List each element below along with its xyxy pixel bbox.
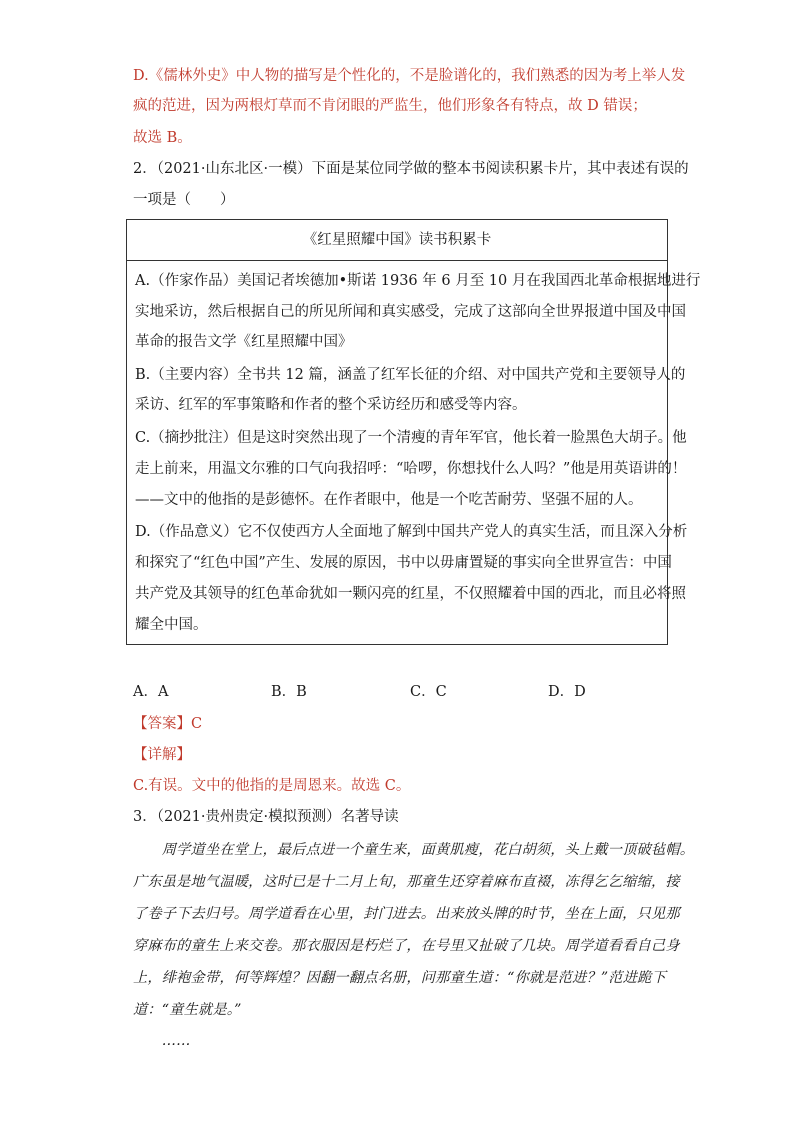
reading-card-title: 《红星照耀中国》读书积累卡	[302, 232, 492, 248]
passage-line: 周学道坐在堂上，最后点进一个童生来，面黄肌瘦，花白胡须，头上戴一顶破毡帽。	[133, 842, 695, 858]
question-3-stem: 3．（2021·贵州贵定·模拟预测）名著导读	[133, 809, 399, 825]
card-line: 共产党及其领导的红色革命犹如一颗闪亮的红星，不仅照耀着中国的西北，而且必将照	[135, 586, 686, 602]
card-line: 实地采访，然后根据自己的所见所闻和真实感受，完成了这部向全世界报道中国及中国	[135, 304, 686, 320]
question-2-stem-line-1: 2．（2021·山东北区·一模）下面是某位同学做的整本书阅读积累卡片，其中表述有误的	[133, 161, 689, 177]
card-line: D.（作品意义）它不仅使西方人全面地了解到中国共产党人的真实生活，而且深入分析	[135, 524, 688, 540]
reading-card-header	[127, 220, 667, 261]
detail-label: 【详解】	[133, 747, 191, 763]
card-line: A.（作家作品）美国记者埃德加•斯诺 1936 年 6 月至 10 月在我国西北革命根据地进行	[135, 273, 701, 289]
card-line: ——文中的他指的是彭德怀。在作者眼中，他是一个吃苦耐劳、坚强不屈的人。	[135, 492, 643, 508]
card-line: 耀全中国。	[135, 617, 208, 633]
card-line: B.（主要内容）全书共 12 篇，涵盖了红军长征的介绍、对中国共产党和主要领导人的	[135, 367, 686, 383]
passage-ellipsis: ……	[133, 1033, 191, 1049]
prev-answer-line-2: 疯的范进，因为两根灯草而不肯闭眼的严监生，他们形象各有特点，故 D 错误；	[133, 98, 647, 114]
passage-line: 上，绯袍金带，何等辉煌？因翻一翻点名册，问那童生道：“你就是范进？”范进跪下	[133, 970, 666, 986]
passage-line: 了卷子下去归号。周学道看在心里，封门进去。出来放头牌的时节，坐在上面，只见那	[133, 906, 680, 922]
passage-line: 穿麻布的童生上来交卷。那衣服因是朽烂了，在号里又扯破了几块。周学道看看自己身	[133, 938, 680, 954]
option-a: A．A	[133, 684, 169, 700]
answer-label: 【答案】C	[133, 716, 203, 732]
detail-text: C.有误。文中的他指的是周恩来。故选 C。	[133, 778, 411, 794]
card-line: 和探究了“红色中国”产生、发展的原因，书中以毋庸置疑的事实向全世界宣告：中国	[135, 555, 672, 571]
card-line: 革命的报告文学《红星照耀中国》	[135, 334, 353, 350]
question-2-stem-line-2: 一项是（ ）	[133, 192, 235, 208]
card-line: 采访、红军的军事策略和作者的整个采访经历和感受等内容。	[135, 397, 527, 413]
passage-line: 道：“童生就是。”	[133, 1002, 242, 1018]
card-line: C.（摘抄批注）但是这时突然出现了一个清瘦的青年军官，他长着一脸黑色大胡子。他	[135, 430, 687, 446]
option-d: D．D	[548, 684, 586, 700]
prev-answer-line-3: 故选 B。	[133, 130, 192, 146]
option-c: C．C	[410, 684, 447, 700]
prev-answer-line-1: D.《儒林外史》中人物的描写是个性化的，不是脸谱化的，我们熟悉的因为考上举人发	[133, 68, 686, 84]
reading-card	[126, 219, 701, 645]
option-b: B．B	[271, 684, 307, 700]
card-line: 走上前来，用温文尔雅的口气向我招呼：“哈啰，你想找什么人吗？”他是用英语讲的！	[135, 461, 687, 477]
passage-line: 广东虽是地气温暖，这时已是十二月上旬，那童生还穿着麻布直裰，冻得乞乞缩缩，接	[133, 874, 680, 890]
